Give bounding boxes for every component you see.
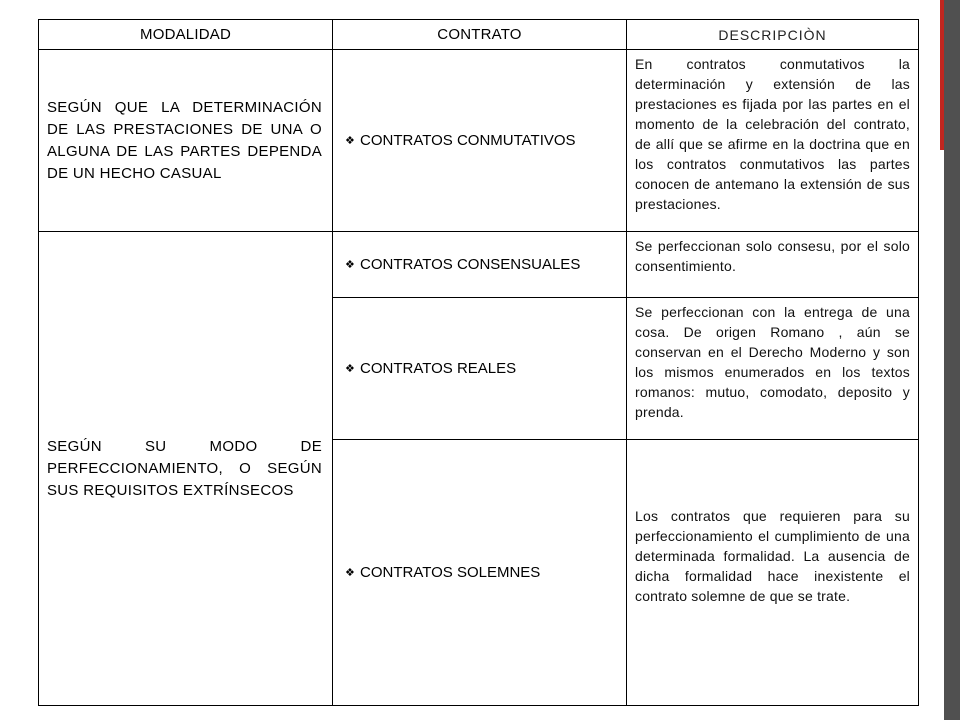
contrato-label: CONTRATOS REALES xyxy=(360,360,517,377)
header-descripcion: DESCRIPCIÒN xyxy=(627,20,919,50)
side-accent-bar xyxy=(940,0,944,150)
diamond-bullet-icon: ❖ xyxy=(345,567,355,579)
table-row xyxy=(39,50,919,232)
descripcion-cell: Se perfeccionan solo consesu, por el solo consentimiento. xyxy=(627,232,919,298)
contrato-cell xyxy=(333,298,627,440)
diamond-bullet-icon: ❖ xyxy=(345,135,355,147)
table-header-row xyxy=(39,20,919,50)
descripcion-cell: En contratos conmutativos la determinación y extensión de las prestaciones es fijada por las partes en el momento de la celebración del contrato, de allí que se afirme en la doctrina que en los contratos conmutativos las partes conocen de antemano la extensión de sus prestaciones. xyxy=(627,50,919,232)
contrato-label: CONTRATOS SOLEMNES xyxy=(360,564,541,581)
table-row xyxy=(39,232,919,298)
contrato-cell xyxy=(333,440,627,706)
contrato-cell xyxy=(333,232,627,298)
contrato-label: CONTRATOS CONSENSUALES xyxy=(360,256,581,273)
modalidad-cell: SEGÚN QUE LA DETERMINACIÓN DE LAS PRESTACIONES DE UNA O ALGUNA DE LAS PARTES DEPENDA DE UN HECHO CASUAL xyxy=(39,50,333,232)
header-contrato: CONTRATO xyxy=(333,20,627,50)
contracts-table xyxy=(38,19,919,706)
modalidad-cell: SEGÚN SU MODO DE PERFECCIONAMIENTO, O SEGÚN SUS REQUISITOS EXTRÍNSECOS xyxy=(39,232,333,706)
side-bar xyxy=(944,0,960,720)
contrato-label: CONTRATOS CONMUTATIVOS xyxy=(360,132,576,149)
diamond-bullet-icon: ❖ xyxy=(345,259,355,271)
contrato-cell xyxy=(333,50,627,232)
descripcion-cell: Los contratos que requieren para su perfeccionamiento el cumplimiento de una determinada formalidad. La ausencia de dicha formalidad hace inexistente el contrato solemne de que se trate. xyxy=(627,440,919,706)
diamond-bullet-icon: ❖ xyxy=(345,363,355,375)
descripcion-cell: Se perfeccionan con la entrega de una cosa. De origen Romano , aún se conservan en el Derecho Moderno y son los mismos enumerados en los textos romanos: mutuo, comodato, deposito y prenda. xyxy=(627,298,919,440)
header-modalidad: MODALIDAD xyxy=(39,20,333,50)
